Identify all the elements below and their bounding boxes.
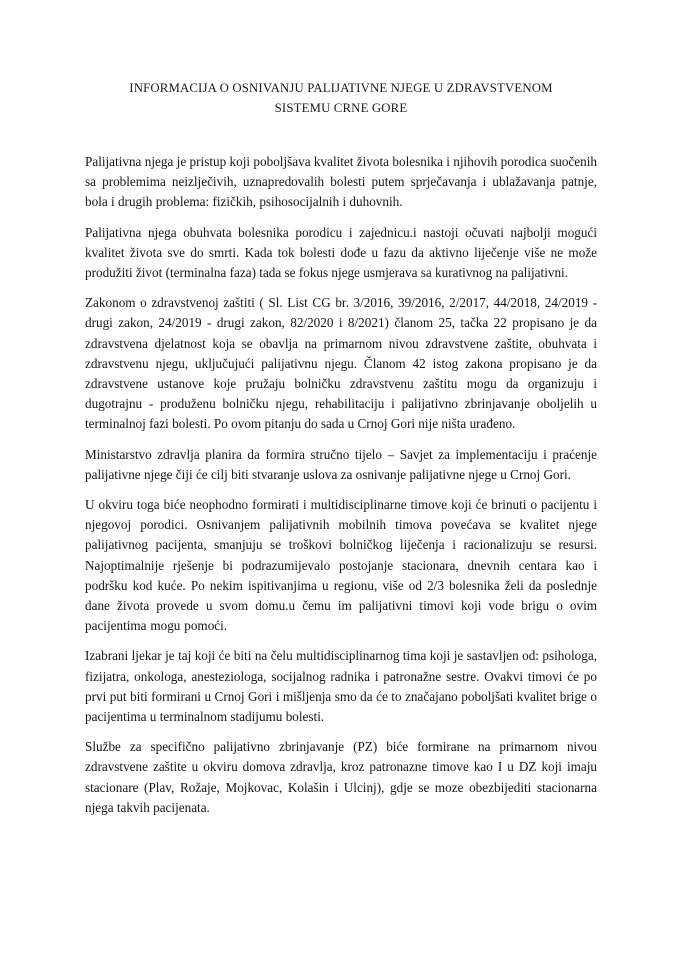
paragraph-4: Ministarstvo zdravlja planira da formira stručno tijelo – Savjet za implementaciju i praćenje palijativne njege čiji će cilj biti stvaranje uslova za osnivanje palijativne njege u Crnoj Gori. bbox=[85, 446, 597, 482]
paragraph-5: U okviru toga biće neophodno formirati i multidisciplinarne timove koji će brinuti o pacijentu i njegovoj porodici. Osnivanjem palijativnih mobilnih timova povećava se kvalitet njege palijativnog pacijenta, smanjuju se troškovi bolničkog liječenja i racionalizuju se resursi. Najoptimalnije rješenje bi podrazumijevalo postojanje stacionara, dnevnih centara kao i podršku kod kuće. Po nekim ispitivanjima u regionu, više od 2/3 bolesnika želi da poslednje dane života provede u svom domu.u čemu im palijativni timovi koji vode brigu o ovim pacijentima mogu pomoći. bbox=[85, 497, 597, 634]
document-title-line-2: SISTEMU CRNE GORE bbox=[274, 101, 408, 115]
document-title-line-1: INFORMACIJA O OSNIVANJU PALIJATIVNE NJEGE U ZDRAVSTVENOM bbox=[129, 81, 553, 95]
paragraph-6: Izabrani ljekar je taj koji će biti na čelu multidisciplinarnog tima koji je sastavljen od: psihologa, fizijatra, onkologa, anesteziologa, socijalnog radnika i patronažne sestre. Ovakvi timovi će po prvi put biti formirani u Crnoj Gori i mišljenja smo da će to značajano poboljšati kvalitet brige o pacijentima u terminalnom stadijumu bolesti. bbox=[85, 648, 597, 725]
paragraph-2: Palijativna njega obuhvata bolesnika porodicu i zajednicu.i nastoji očuvati najbolji mogući kvalitet života sve do smrti. Kada tok bolesti dođe u fazu da aktivno liječenje više ne može produžiti život (terminalna faza) tada se fokus njege usmjerava sa kurativnog na palijativni. bbox=[85, 224, 597, 281]
document-body bbox=[85, 152, 597, 818]
paragraph-7: Službe za specifično palijativno zbrinjavanje (PZ) biće formirane na primarnom nivou zdravstvene zaštite u okviru domova zdravlja, kroz patronazne timove kao I u DZ koji imaju stacionare (Plav, Rožaje, Mojkovac, Kolašin i Ulcinj), gdje se moze obezbijediti stacionarna njega takvih pacijenata. bbox=[85, 739, 597, 815]
document-title bbox=[85, 78, 597, 118]
paragraph-1: Palijativna njega je pristup koji poboljšava kvalitet života bolesnika i njihovih porodica suočenih sa problemima neizlječivih, uznapredovalih bolesti putem sprječavanja i ublažavanja patnje, bola i drugih problema: fizičkih, psihosocijalnih i duhovnih. bbox=[85, 154, 597, 210]
paragraph-3: Zakonom o zdravstvenoj zaštiti ( Sl. List CG br. 3/2016, 39/2016, 2/2017, 44/2018, 24/2019 - drugi zakon, 24/2019 - drugi zakon, 82/2020 i 8/2021) članom 25, tačka 22 propisano je da zdravstvena djelatnost koja se obavlja na primarnom nivou zdravstvene zaštite, obuhvata i zdravstvenu njegu, uključujući palijativnu njegu. Članom 42 istog zakona propisano je da zdravstvene ustanove koje pružaju bolničku zdravstvenu zaštitu mogu da organizuju i dugotrajnu - produženu bolničku njegu, rehabilitaciju i palijativno zbrinjavanje oboljelih u terminalnoj fazi bolesti. Po ovom pitanju do sada u Crnoj Gori nije ništa urađeno. bbox=[85, 295, 597, 432]
